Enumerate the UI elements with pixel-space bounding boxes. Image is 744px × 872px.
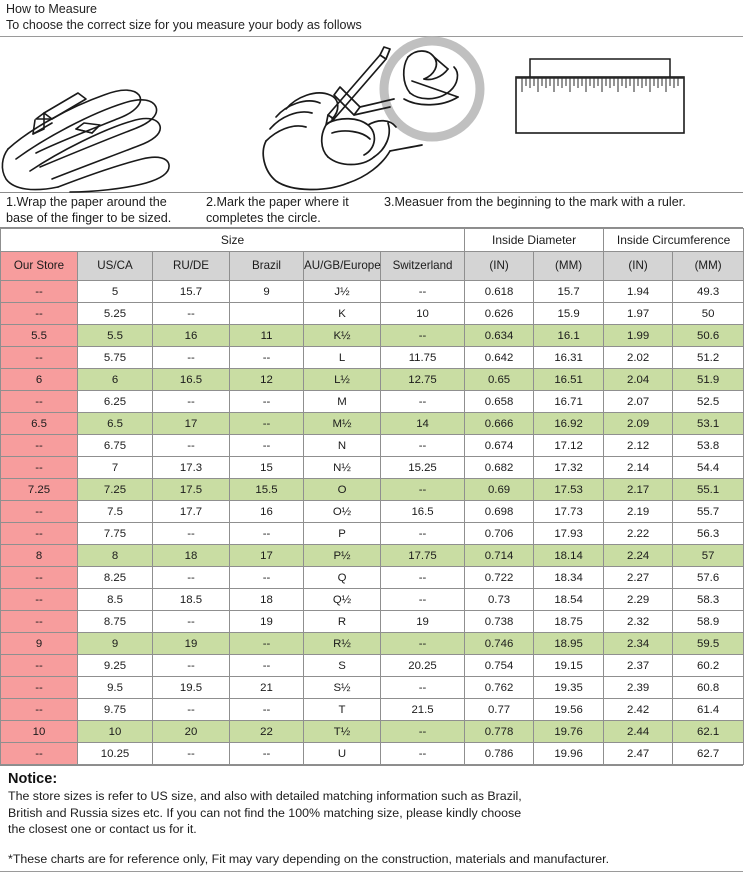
cell-au-gb-europe: R: [304, 611, 381, 633]
cell-ru-de: --: [153, 699, 230, 721]
column-header-circumference-in: (IN): [604, 252, 673, 281]
cell-switzerland: 15.25: [381, 457, 465, 479]
cell-circumference-in: 2.12: [604, 435, 673, 457]
table-row: [1, 413, 744, 435]
cell-ru-de: 17.3: [153, 457, 230, 479]
cell-circumference-mm: 62.1: [673, 721, 744, 743]
cell-switzerland: 20.25: [381, 655, 465, 677]
cell-circumference-mm: 52.5: [673, 391, 744, 413]
cell-our-store: --: [1, 699, 78, 721]
cell-our-store: --: [1, 303, 78, 325]
cell-our-store: --: [1, 501, 78, 523]
cell-us-ca: 8: [78, 545, 153, 567]
table-row: [1, 589, 744, 611]
cell-our-store: --: [1, 457, 78, 479]
cell-diameter-mm: 19.56: [534, 699, 604, 721]
cell-brazil: 17: [230, 545, 304, 567]
intro-block: [0, 0, 743, 36]
cell-switzerland: 19: [381, 611, 465, 633]
cell-circumference-mm: 57.6: [673, 567, 744, 589]
table-row: [1, 325, 744, 347]
cell-circumference-in: 2.47: [604, 743, 673, 765]
cell-ru-de: --: [153, 523, 230, 545]
cell-us-ca: 9.25: [78, 655, 153, 677]
cell-diameter-mm: 19.76: [534, 721, 604, 743]
cell-circumference-in: 2.02: [604, 347, 673, 369]
cell-ru-de: 17.7: [153, 501, 230, 523]
cell-brazil: --: [230, 655, 304, 677]
cell-ru-de: --: [153, 567, 230, 589]
cell-switzerland: --: [381, 325, 465, 347]
cell-diameter-in: 0.722: [465, 567, 534, 589]
cell-circumference-mm: 61.4: [673, 699, 744, 721]
cell-au-gb-europe: T½: [304, 721, 381, 743]
cell-diameter-mm: 18.95: [534, 633, 604, 655]
cell-au-gb-europe: Q: [304, 567, 381, 589]
cell-ru-de: 17.5: [153, 479, 230, 501]
table-row: [1, 391, 744, 413]
cell-diameter-mm: 17.32: [534, 457, 604, 479]
cell-diameter-in: 0.714: [465, 545, 534, 567]
table-body: [1, 281, 744, 765]
cell-au-gb-europe: N½: [304, 457, 381, 479]
cell-circumference-in: 2.27: [604, 567, 673, 589]
table-row: [1, 523, 744, 545]
cell-au-gb-europe: M: [304, 391, 381, 413]
cell-circumference-mm: 53.8: [673, 435, 744, 457]
cell-diameter-mm: 17.73: [534, 501, 604, 523]
cell-diameter-mm: 18.75: [534, 611, 604, 633]
cell-circumference-in: 2.34: [604, 633, 673, 655]
cell-our-store: --: [1, 391, 78, 413]
cell-circumference-mm: 51.9: [673, 369, 744, 391]
cell-us-ca: 5.75: [78, 347, 153, 369]
group-header-inside-diameter: Inside Diameter: [465, 229, 604, 252]
cell-brazil: 21: [230, 677, 304, 699]
cell-circumference-mm: 56.3: [673, 523, 744, 545]
notice-line-1: The store sizes is refer to US size, and also with detailed matching information such as Brazil,: [8, 789, 522, 803]
column-header-switzerland: Switzerland: [381, 252, 465, 281]
cell-switzerland: --: [381, 721, 465, 743]
cell-ru-de: 18.5: [153, 589, 230, 611]
cell-us-ca: 10.25: [78, 743, 153, 765]
cell-au-gb-europe: K½: [304, 325, 381, 347]
table-row: [1, 721, 744, 743]
cell-diameter-mm: 17.53: [534, 479, 604, 501]
cell-brazil: [230, 303, 304, 325]
column-header-brazil: Brazil: [230, 252, 304, 281]
cell-our-store: --: [1, 677, 78, 699]
ring-size-table: [0, 228, 744, 765]
cell-circumference-in: 2.44: [604, 721, 673, 743]
cell-au-gb-europe: S: [304, 655, 381, 677]
cell-diameter-mm: 16.92: [534, 413, 604, 435]
step-2-text: 2.Mark the paper where it completes the circle.: [206, 195, 349, 225]
cell-switzerland: 11.75: [381, 347, 465, 369]
cell-ru-de: --: [153, 655, 230, 677]
cell-switzerland: 12.75: [381, 369, 465, 391]
cell-au-gb-europe: Q½: [304, 589, 381, 611]
cell-diameter-mm: 19.96: [534, 743, 604, 765]
cell-au-gb-europe: L: [304, 347, 381, 369]
cell-circumference-in: 2.29: [604, 589, 673, 611]
table-row: [1, 567, 744, 589]
cell-our-store: 10: [1, 721, 78, 743]
cell-diameter-mm: 18.14: [534, 545, 604, 567]
cell-us-ca: 6.75: [78, 435, 153, 457]
cell-circumference-in: 1.99: [604, 325, 673, 347]
cell-circumference-in: 2.04: [604, 369, 673, 391]
notice-block: [0, 765, 743, 867]
hand-marking-paper-illustration: [262, 37, 492, 192]
cell-our-store: --: [1, 589, 78, 611]
cell-diameter-in: 0.73: [465, 589, 534, 611]
cell-brazil: --: [230, 523, 304, 545]
cell-our-store: --: [1, 655, 78, 677]
cell-circumference-mm: 51.2: [673, 347, 744, 369]
cell-us-ca: 6.5: [78, 413, 153, 435]
table-row: [1, 501, 744, 523]
steps-row: [0, 192, 743, 228]
cell-switzerland: --: [381, 391, 465, 413]
cell-switzerland: --: [381, 589, 465, 611]
cell-ru-de: 18: [153, 545, 230, 567]
cell-circumference-mm: 60.8: [673, 677, 744, 699]
table-row: [1, 347, 744, 369]
cell-us-ca: 5.25: [78, 303, 153, 325]
cell-our-store: --: [1, 281, 78, 303]
cell-brazil: --: [230, 743, 304, 765]
cell-diameter-in: 0.634: [465, 325, 534, 347]
cell-au-gb-europe: R½: [304, 633, 381, 655]
cell-us-ca: 9.75: [78, 699, 153, 721]
notice-title: Notice:: [8, 771, 58, 787]
cell-ru-de: 15.7: [153, 281, 230, 303]
cell-switzerland: --: [381, 435, 465, 457]
step-3-text: 3.Measuer from the beginning to the mark with a ruler.: [384, 195, 686, 209]
cell-ru-de: --: [153, 611, 230, 633]
cell-circumference-in: 2.22: [604, 523, 673, 545]
table-row: [1, 699, 744, 721]
cell-diameter-mm: 19.15: [534, 655, 604, 677]
notice-line-2: British and Russia sizes etc. If you can not find the 100% matching size, please kindly choose: [8, 805, 522, 820]
cell-diameter-in: 0.674: [465, 435, 534, 457]
cell-au-gb-europe: P½: [304, 545, 381, 567]
cell-our-store: --: [1, 743, 78, 765]
cell-circumference-mm: 50.6: [673, 325, 744, 347]
table-row: [1, 677, 744, 699]
table-row: [1, 435, 744, 457]
cell-diameter-in: 0.778: [465, 721, 534, 743]
cell-brazil: 22: [230, 721, 304, 743]
cell-au-gb-europe: M½: [304, 413, 381, 435]
cell-our-store: --: [1, 347, 78, 369]
cell-brazil: --: [230, 391, 304, 413]
cell-circumference-mm: 58.3: [673, 589, 744, 611]
cell-diameter-in: 0.786: [465, 743, 534, 765]
cell-circumference-in: 2.09: [604, 413, 673, 435]
cell-ru-de: 16: [153, 325, 230, 347]
cell-diameter-in: 0.706: [465, 523, 534, 545]
cell-switzerland: 17.75: [381, 545, 465, 567]
cell-switzerland: 16.5: [381, 501, 465, 523]
cell-diameter-in: 0.698: [465, 501, 534, 523]
step-1-text: 1.Wrap the paper around the base of the finger to be sized.: [6, 195, 172, 225]
table-column-header-row: [1, 252, 744, 281]
cell-au-gb-europe: O½: [304, 501, 381, 523]
cell-circumference-mm: 55.7: [673, 501, 744, 523]
cell-diameter-mm: 16.51: [534, 369, 604, 391]
cell-brazil: --: [230, 347, 304, 369]
group-header-inside-circumference: Inside Circumference: [604, 229, 744, 252]
cell-diameter-mm: 16.1: [534, 325, 604, 347]
cell-switzerland: --: [381, 567, 465, 589]
illustration-band: [0, 37, 743, 192]
cell-circumference-in: 2.39: [604, 677, 673, 699]
cell-brazil: --: [230, 567, 304, 589]
cell-diameter-in: 0.762: [465, 677, 534, 699]
notice-line-3: the closest one or contact us for it.: [8, 822, 197, 836]
table-row: [1, 479, 744, 501]
cell-au-gb-europe: P: [304, 523, 381, 545]
cell-us-ca: 7.5: [78, 501, 153, 523]
cell-diameter-in: 0.626: [465, 303, 534, 325]
cell-switzerland: --: [381, 677, 465, 699]
page-subtitle: To choose the correct size for you measure your body as follows: [6, 17, 362, 32]
column-header-our-store: Our Store: [1, 252, 78, 281]
cell-circumference-in: 2.24: [604, 545, 673, 567]
table-row: [1, 633, 744, 655]
page-title: How to Measure: [6, 2, 98, 16]
cell-circumference-mm: 60.2: [673, 655, 744, 677]
cell-our-store: --: [1, 435, 78, 457]
cell-ru-de: --: [153, 743, 230, 765]
cell-switzerland: --: [381, 633, 465, 655]
table-row: [1, 743, 744, 765]
table-row: [1, 611, 744, 633]
cell-circumference-mm: 57: [673, 545, 744, 567]
cell-ru-de: --: [153, 435, 230, 457]
cell-ru-de: --: [153, 347, 230, 369]
cell-diameter-mm: 18.34: [534, 567, 604, 589]
table-head: [1, 229, 744, 281]
cell-switzerland: 14: [381, 413, 465, 435]
cell-us-ca: 7.75: [78, 523, 153, 545]
cell-ru-de: 17: [153, 413, 230, 435]
cell-diameter-mm: 15.7: [534, 281, 604, 303]
cell-us-ca: 9.5: [78, 677, 153, 699]
cell-diameter-in: 0.658: [465, 391, 534, 413]
cell-au-gb-europe: T: [304, 699, 381, 721]
cell-diameter-in: 0.666: [465, 413, 534, 435]
cell-diameter-mm: 19.35: [534, 677, 604, 699]
cell-our-store: --: [1, 611, 78, 633]
cell-diameter-in: 0.746: [465, 633, 534, 655]
cell-us-ca: 5: [78, 281, 153, 303]
cell-us-ca: 7.25: [78, 479, 153, 501]
cell-diameter-mm: 18.54: [534, 589, 604, 611]
cell-circumference-mm: 58.9: [673, 611, 744, 633]
cell-brazil: --: [230, 435, 304, 457]
cell-circumference-in: 2.17: [604, 479, 673, 501]
cell-brazil: --: [230, 699, 304, 721]
cell-us-ca: 8.75: [78, 611, 153, 633]
cell-circumference-in: 1.94: [604, 281, 673, 303]
cell-circumference-mm: 50: [673, 303, 744, 325]
cell-circumference-in: 2.42: [604, 699, 673, 721]
cell-brazil: --: [230, 633, 304, 655]
cell-our-store: 6: [1, 369, 78, 391]
cell-circumference-mm: 55.1: [673, 479, 744, 501]
cell-diameter-mm: 17.12: [534, 435, 604, 457]
cell-circumference-mm: 54.4: [673, 457, 744, 479]
cell-circumference-mm: 62.7: [673, 743, 744, 765]
cell-switzerland: 21.5: [381, 699, 465, 721]
cell-us-ca: 5.5: [78, 325, 153, 347]
cell-ru-de: --: [153, 391, 230, 413]
cell-brazil: 19: [230, 611, 304, 633]
column-header-ru-de: RU/DE: [153, 252, 230, 281]
cell-diameter-in: 0.65: [465, 369, 534, 391]
cell-switzerland: --: [381, 281, 465, 303]
cell-us-ca: 6: [78, 369, 153, 391]
table-row: [1, 369, 744, 391]
cell-brazil: 9: [230, 281, 304, 303]
cell-diameter-mm: 16.31: [534, 347, 604, 369]
cell-ru-de: 19: [153, 633, 230, 655]
cell-our-store: --: [1, 567, 78, 589]
column-header-diameter-mm: (MM): [534, 252, 604, 281]
cell-diameter-mm: 17.93: [534, 523, 604, 545]
cell-brazil: --: [230, 413, 304, 435]
cell-circumference-in: 2.14: [604, 457, 673, 479]
bottom-divider: [0, 871, 743, 872]
cell-diameter-mm: 16.71: [534, 391, 604, 413]
cell-circumference-in: 2.32: [604, 611, 673, 633]
cell-au-gb-europe: L½: [304, 369, 381, 391]
cell-brazil: 15.5: [230, 479, 304, 501]
cell-diameter-mm: 15.9: [534, 303, 604, 325]
table-row: [1, 545, 744, 567]
column-header-us-ca: US/CA: [78, 252, 153, 281]
cell-us-ca: 9: [78, 633, 153, 655]
table-group-header-row: [1, 229, 744, 252]
cell-brazil: 11: [230, 325, 304, 347]
cell-our-store: 9: [1, 633, 78, 655]
cell-ru-de: 16.5: [153, 369, 230, 391]
cell-us-ca: 8.25: [78, 567, 153, 589]
cell-au-gb-europe: U: [304, 743, 381, 765]
cell-our-store: 7.25: [1, 479, 78, 501]
cell-our-store: 8: [1, 545, 78, 567]
cell-switzerland: 10: [381, 303, 465, 325]
cell-au-gb-europe: S½: [304, 677, 381, 699]
cell-our-store: --: [1, 523, 78, 545]
cell-switzerland: --: [381, 743, 465, 765]
group-header-size: Size: [1, 229, 465, 252]
cell-our-store: 5.5: [1, 325, 78, 347]
cell-brazil: 16: [230, 501, 304, 523]
cell-circumference-mm: 59.5: [673, 633, 744, 655]
cell-ru-de: 19.5: [153, 677, 230, 699]
cell-us-ca: 8.5: [78, 589, 153, 611]
table-row: [1, 655, 744, 677]
cell-brazil: 18: [230, 589, 304, 611]
cell-circumference-in: 1.97: [604, 303, 673, 325]
cell-switzerland: --: [381, 479, 465, 501]
cell-au-gb-europe: K: [304, 303, 381, 325]
column-header-diameter-in: (IN): [465, 252, 534, 281]
cell-au-gb-europe: J½: [304, 281, 381, 303]
table-row: [1, 303, 744, 325]
cell-diameter-in: 0.738: [465, 611, 534, 633]
cell-circumference-in: 2.19: [604, 501, 673, 523]
cell-circumference-in: 2.07: [604, 391, 673, 413]
ruler-body: [516, 77, 684, 133]
cell-au-gb-europe: N: [304, 435, 381, 457]
cell-diameter-in: 0.77: [465, 699, 534, 721]
cell-ru-de: --: [153, 303, 230, 325]
cell-our-store: 6.5: [1, 413, 78, 435]
cell-us-ca: 10: [78, 721, 153, 743]
column-header-circumference-mm: (MM): [673, 252, 744, 281]
table-row: [1, 281, 744, 303]
cell-brazil: 15: [230, 457, 304, 479]
cell-ru-de: 20: [153, 721, 230, 743]
cell-diameter-in: 0.754: [465, 655, 534, 677]
cell-circumference-mm: 53.1: [673, 413, 744, 435]
cell-us-ca: 7: [78, 457, 153, 479]
column-header-au-gb-europe: AU/GB/Europe: [304, 252, 381, 281]
cell-diameter-in: 0.618: [465, 281, 534, 303]
hand-with-paper-strip-illustration: [0, 37, 250, 192]
cell-us-ca: 6.25: [78, 391, 153, 413]
ruler-measuring-illustration: [512, 37, 708, 192]
cell-diameter-in: 0.642: [465, 347, 534, 369]
table-row: [1, 457, 744, 479]
cell-au-gb-europe: O: [304, 479, 381, 501]
notice-footnote: *These charts are for reference only, Fit may vary depending on the construction, materials and manufacturer.: [8, 851, 610, 866]
cell-circumference-in: 2.37: [604, 655, 673, 677]
cell-switzerland: --: [381, 523, 465, 545]
cell-diameter-in: 0.69: [465, 479, 534, 501]
cell-brazil: 12: [230, 369, 304, 391]
cell-diameter-in: 0.682: [465, 457, 534, 479]
cell-circumference-mm: 49.3: [673, 281, 744, 303]
